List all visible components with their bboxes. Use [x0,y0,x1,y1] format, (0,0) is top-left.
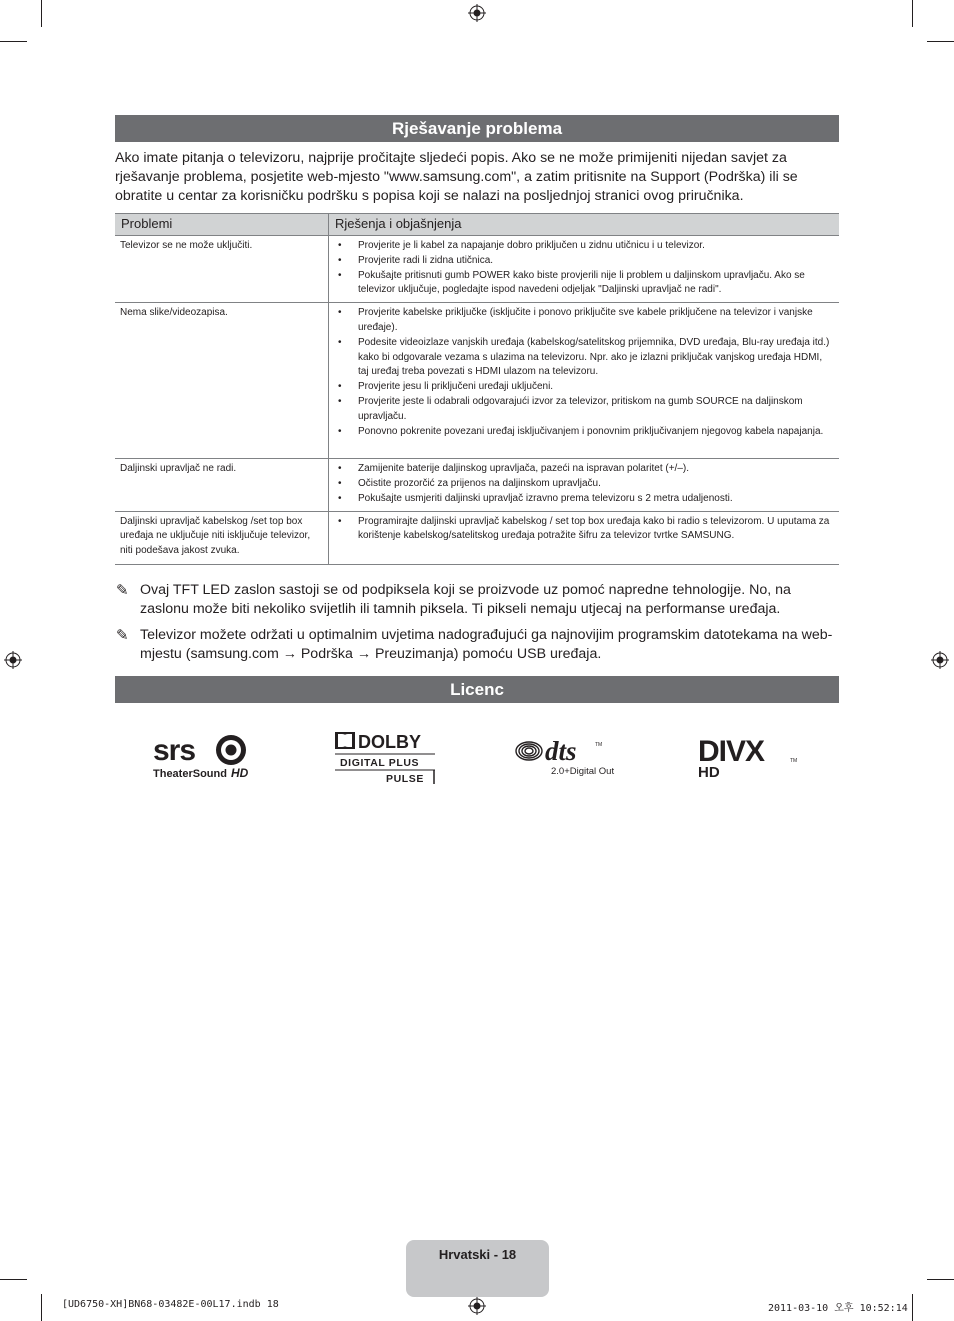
note-text: Televizor možete održati u optimalnim uvjetima nadograđujući ga najnovijim programskim datotekama na web-mjestu (samsung.com → Podrška → Preuzimanja) pomoću USB uređaja. [140,627,833,662]
crop-mark [912,1294,913,1321]
column-header-solutions: Rješenja i objašnjenja [329,214,840,236]
srs-hd-text: HD [231,766,249,780]
srs-theatersound-text: TheaterSound [153,768,227,780]
dts-digital-out-text: 2.0+Digital Out [551,766,615,777]
solution-item: • Provjerite radi li zidna utičnica. [334,254,833,269]
intro-paragraph: Ako imate pitanja o televizoru, najprije pročitajte sljedeći popis. Ako se ne može primijeniti nijedan savjet za rješavanje problema, posjetite web-mjesto "www.samsung.com", a zatim pritisnite na Support (Podrška) ili se obratite u centar za korisničku podršku s popisa koji se nalazi na posljednjoj stranici ovog priručnika. [115,150,798,204]
dolby-logo-graphic [334,731,436,785]
table-row [115,459,839,511]
crop-mark [41,0,42,27]
registration-mark-icon [468,4,486,22]
solutions-cell [329,511,840,564]
srs-logo-graphic [153,734,255,782]
note [115,626,839,664]
crop-mark [41,1294,42,1321]
solution-item: • Podesite videoizlaze vanjskih uređaja (kabelskog/satelitskog prijemnika, DVD uređaja, Blu-ray uređaja itd.) kako bi odgovarale vezama s ulazima na televizoru. Npr. ako je izlazni priključak vanjskog uređaja HDMI, taj uređaj treba povezati s HDMI ulazom na televizoru. [334,336,833,380]
solution-item: • Provjerite je li kabel za napajanje dobro priključen u zidnu utičnicu i u televizor. [334,239,833,254]
divx-hd-text: HD [698,764,720,779]
dts-tm: TM [595,742,603,748]
solution-item: • Ponovno pokrenite povezani uređaj isključivanjem i ponovnim priključivanjem njegovog kabela napajanja. [334,425,833,440]
dolby-digital-plus-pulse-logo [334,731,436,785]
pencil-note-icon: ✎ [116,582,129,599]
divx-hd-logo [698,735,798,779]
crop-mark [0,41,27,42]
licence-heading: Licenc [115,676,839,703]
solution-item: • Pokušajte pritisnuti gumb POWER kako biste provjerili nije li problem u daljinskom upravljaču. Ako se televizor uključuje, pogledajte ispod navedeni odjeljak "Daljinski upravljač ne radi". [334,269,833,299]
solutions-cell [329,303,840,459]
registration-mark-icon [4,651,22,669]
dts-digital-out-logo [515,738,619,778]
solution-item: • Programirajte daljinski upravljač kabelskog / set top box uređaja kako bi radio s televizorom. U uputama za korištenje kabelskog/satelitskog uređaja potražite šifru za televizor tvrtke SAMSUNG. [334,515,833,545]
divx-logo-graphic [698,735,798,779]
table-row [115,236,839,303]
pencil-note-icon: ✎ [116,627,129,644]
crop-mark [927,1279,954,1280]
problem-cell: Daljinski upravljač kabelskog /set top box uređaja ne uključuje niti isključuje televizor, niti podešava jakost zvuka. [115,511,329,564]
solution-item: • Pokušajte usmjeriti daljinski upravljač izravno prema televizoru s 2 metra udaljenosti. [334,492,833,507]
crop-mark [912,0,913,27]
dts-wordmark: dts [545,738,577,766]
crop-mark [0,1279,27,1280]
table-header-row [115,214,839,236]
dts-logo-graphic [515,738,619,778]
column-header-problems: Problemi [115,214,329,236]
registration-mark-icon [468,1297,486,1315]
table-row [115,511,839,564]
crop-mark [927,41,954,42]
srs-theatersound-hd-logo [153,734,255,782]
problem-cell: Nema slike/videozapisa. [115,303,329,459]
problem-cell: Televizor se ne može uključiti. [115,236,329,303]
problem-cell: Daljinski upravljač ne radi. [115,459,329,511]
print-timestamp: 2011-03-10 오후 10:52:14 [768,1303,908,1314]
page-number-tab: Hrvatski - 18 [406,1240,549,1297]
dolby-digital-plus-text: DIGITAL PLUS [340,757,420,769]
registration-mark-icon [931,651,949,669]
solutions-cell [329,459,840,511]
divx-wordmark: DIVX [698,735,765,768]
table-row [115,303,839,459]
note-text: Ovaj TFT LED zaslon sastoji se od podpiksela koji se proizvode uz pomoć napredne tehnologije. No, na zaslonu može biti nekoliko svijetlih ili tamnih piksela. Ti pikseli nemaju utjecaj na performanse uređaja. [140,582,791,617]
dts-swirl-icon [516,742,542,760]
solution-item: • Provjerite jesu li priključeni uređaji uključeni. [334,380,833,395]
divx-tm: TM [790,758,798,764]
dolby-wordmark: DOLBY [358,732,421,752]
note [115,581,839,619]
solutions-cell [329,236,840,303]
solution-item: • Provjerite kabelske priključke (isključite i ponovo priključite sve kabele priključene na televizor i vanjske uređaje). [334,306,833,336]
troubleshooting-table [115,213,839,565]
print-file-slug: [UD6750-XH]BN68-03482E-00L17.indb 18 [62,1299,279,1310]
solution-item: • Zamijenite baterije daljinskog upravljača, pazeći na ispravan polaritet (+/–). [334,462,833,477]
solution-item: • Očistite prozorčić za prijenos na daljinskom upravljaču. [334,477,833,492]
dolby-pulse-text: PULSE [386,773,425,785]
srs-wordmark: srs [153,734,196,767]
troubleshooting-heading: Rješavanje problema [115,115,839,142]
solution-item: • Provjerite jeste li odabrali odgovarajući izvor za televizor, pritiskom na gumb SOURCE na daljinskom upravljaču. [334,395,833,425]
